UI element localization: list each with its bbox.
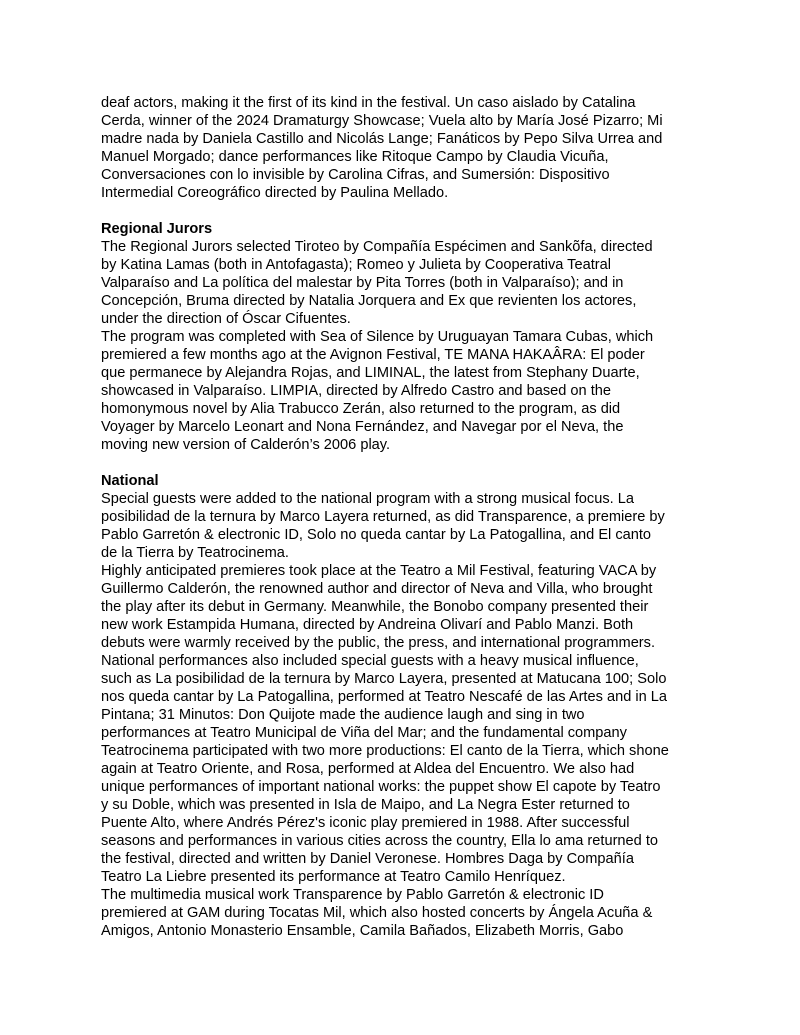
section-heading-regional-jurors: Regional Jurors <box>101 221 213 237</box>
paragraph-gap <box>101 202 713 220</box>
regional-paragraph-2: The program was completed with Sea of Silence by Uruguayan Tamara Cubas, which premiered a few months ago at the Avignon Festival, TE MANA HAKAÂRA: El poder que permanece by Alejandra Rojas, and LIMINAL, the latest from Stephany Duarte, showcased in Valparaíso. LIMPIA, directed by Alfredo Castro and based on the homonymous novel by Alia Trabucco Zerán, also returned to the program, as did Voyager by Marcelo Leonart and Nona Fernández, and Navegar por el Neva, the moving new version of Calderón’s 2006 play. <box>101 329 654 453</box>
national-paragraph-3: The multimedia musical work Transparence by Pablo Garretón & electronic ID premiered at GAM during Tocatas Mil, which also hosted concerts by Ángela Acuña & Amigos, Antonio Monasterio Ensamble, Camila Bañados, Elizabeth Morris, Gabo <box>101 887 653 939</box>
regional-paragraph-1: The Regional Jurors selected Tiroteo by Compañía Espécimen and Sankõfa, directed by Katina Lamas (both in Antofagasta); Romeo y Julieta by Cooperativa Teatral Valparaíso and La política del malestar by Pita Torres (both in Valparaíso); and in Concepción, Bruma directed by Natalia Jorquera and Ex que revienten los actores, under the direction of Óscar Cifuentes. <box>101 239 653 327</box>
document-page <box>101 94 713 940</box>
national-paragraph-2: Highly anticipated premieres took place at the Teatro a Mil Festival, featuring VACA by Guillermo Calderón, the renowned author and director of Neva and Villa, who brought the play after its debut in Germany. Meanwhile, the Bonobo company presented their new work Estampida Humana, directed by Andreina Olivarí and Pablo Manzi. Both debuts were warmly received by the public, the press, and international programmers. National performances also included special guests with a heavy musical influence, such as La posibilidad de la ternura by Marco Layera, presented at Matucana 100; Solo nos queda cantar by La Patogallina, performed at Teatro Nescafé de las Artes and in La Pintana; 31 Minutos: Don Quijote made the audience laugh and sing in two performances at Teatro Municipal de Viña del Mar; and the fundamental company Teatrocinema participated with two more productions: El canto de la Tierra, which shone again at Teatro Oriente, and Rosa, performed at Aldea del Encuentro. We also had unique performances of important national works: the puppet show El capote by Teatro y su Doble, which was presented in Isla de Maipo, and La Negra Ester returned to Puente Alto, where Andrés Pérez's iconic play premiered in 1988. After successful seasons and performances in various cities across the country, Ella lo ama returned to the festival, directed and written by Daniel Veronese. Hombres Daga by Compañía Teatro La Liebre presented its performance at Teatro Camilo Henríquez. <box>101 563 669 885</box>
intro-paragraph: deaf actors, making it the first of its kind in the festival. Un caso aislado by Catalina Cerda, winner of the 2024 Dramaturgy Showcase; Vuela alto by María José Pizarro; Mi madre nada by Daniela Castillo and Nicolás Lange; Fanáticos by Pepo Silva Urrea and Manuel Morgado; dance performances like Ritoque Campo by Claudia Vicuña, Conversaciones con lo invisible by Carolina Cifras, and Sumersión: Dispositivo Intermedial Coreográfico directed by Paulina Mellado. <box>101 95 663 201</box>
paragraph-gap <box>101 454 713 472</box>
national-paragraph-1: Special guests were added to the national program with a strong musical focus. La posibilidad de la ternura by Marco Layera returned, as did Transparence, a premiere by Pablo Garretón & electronic ID, Solo no queda cantar by La Patogallina, and El canto de la Tierra by Teatrocinema. <box>101 491 665 561</box>
section-heading-national: National <box>101 473 159 489</box>
